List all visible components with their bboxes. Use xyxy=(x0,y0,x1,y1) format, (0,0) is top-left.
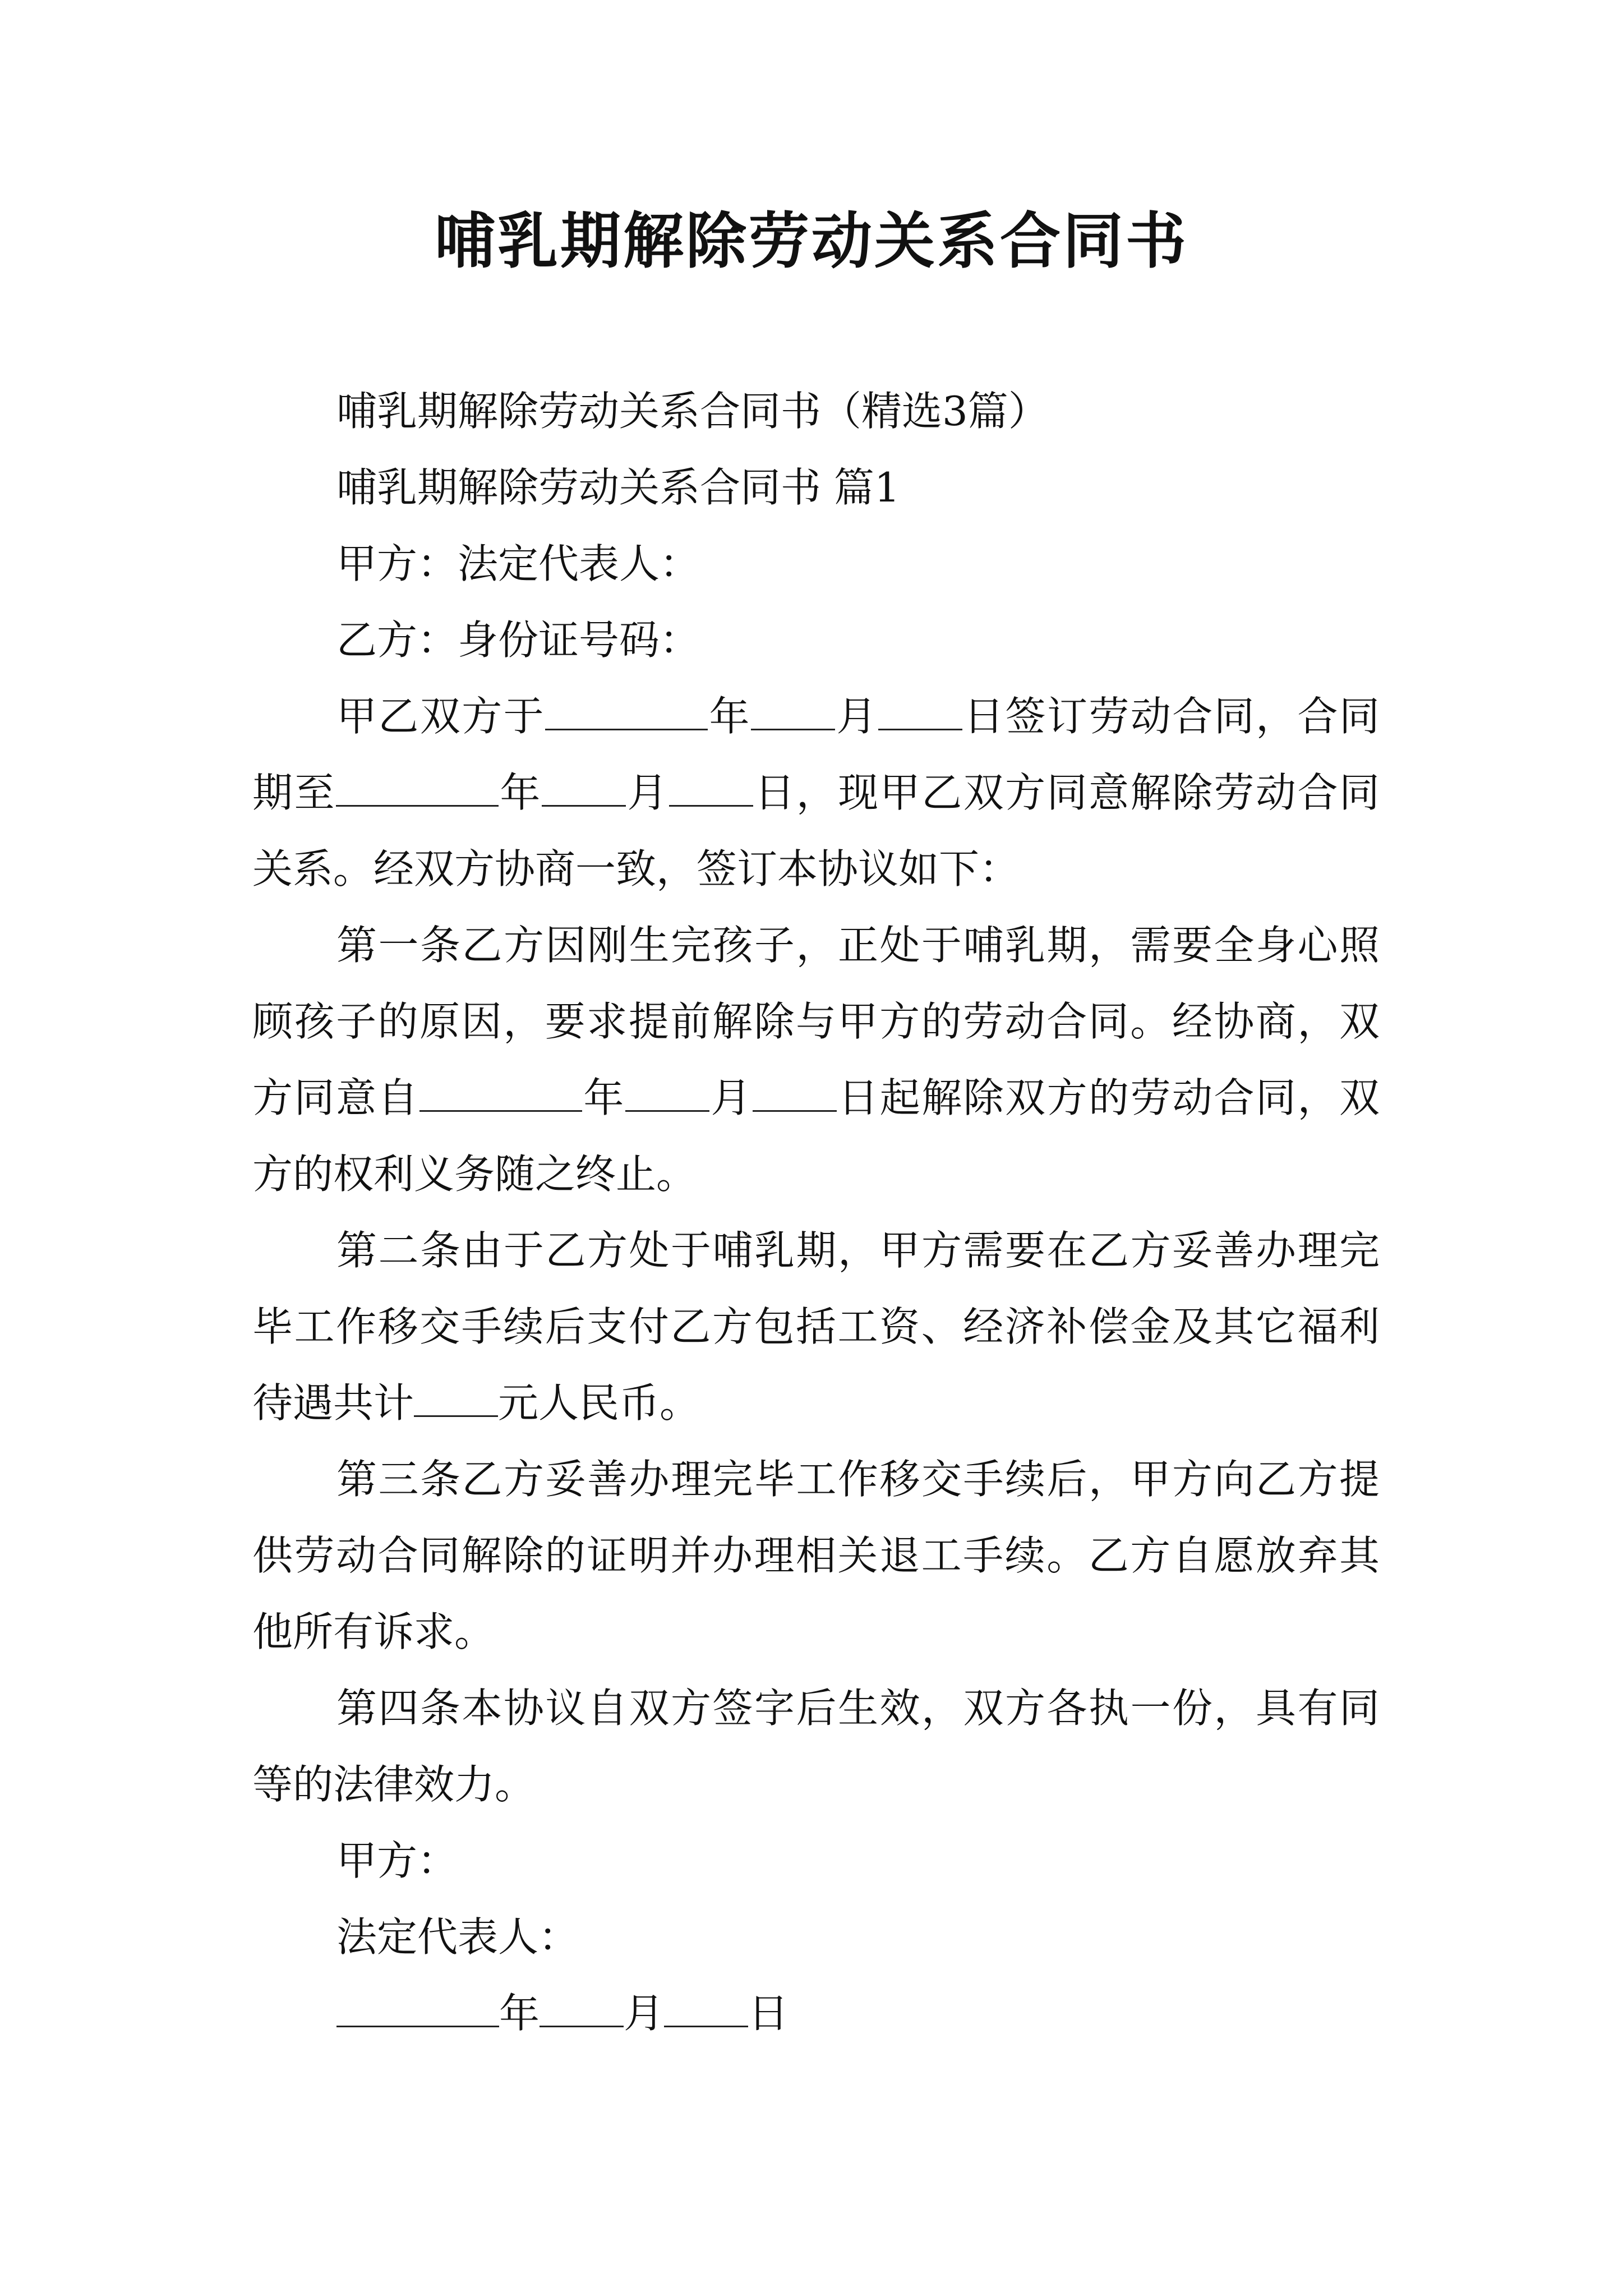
intro-text-4: 日签订劳动合同，合同期至 xyxy=(252,693,1380,816)
article-1-text-1: 第一条乙方因刚生完孩子，正处于哺乳期，需要全身心照顾孩子的原因，要求提前解除与甲方的劳动合同。经协商，双方同意自 xyxy=(252,922,1380,1121)
section-heading: 哺乳期解除劳动关系合同书 篇1 xyxy=(336,464,900,511)
article-2-text-2: 元人民币。 xyxy=(498,1379,700,1427)
signature-party-a: 甲方： xyxy=(336,1837,458,1884)
article-1-text-2: 年 xyxy=(582,1074,625,1121)
blank-field xyxy=(336,1989,499,2027)
blank-field xyxy=(545,692,708,730)
blank-field xyxy=(336,769,499,807)
intro-text-1: 甲乙双方于 xyxy=(336,693,546,740)
article-1 xyxy=(252,907,1380,1212)
blank-field xyxy=(878,692,962,730)
party-a-line: 甲方：法定代表人： xyxy=(336,540,700,587)
party-b-line: 乙方：身份证号码： xyxy=(336,616,700,664)
signature-day: 日 xyxy=(748,1990,789,2037)
signature-date xyxy=(252,1975,1380,2051)
document-title: 哺乳期解除劳动关系合同书 xyxy=(434,206,1188,277)
intro-text-7: 日，现甲乙双方同意解除劳动合同关系。经双方协商一致，签订本协议如下： xyxy=(252,769,1380,892)
article-2-text-1: 第二条由于乙方处于哺乳期，甲方需要在乙方妥善办理完毕工作移交手续后支付乙方包括工资、经济补偿金及其它福利待遇共计 xyxy=(252,1227,1380,1427)
blank-field xyxy=(625,1074,709,1112)
blank-field xyxy=(414,1379,498,1417)
article-3: 第三条乙方妥善办理完毕工作移交手续后，甲方向乙方提供劳动合同解除的证明并办理相关退工手续。乙方自愿放弃其他所有诉求。 xyxy=(252,1456,1380,1655)
article-1-text-3: 月 xyxy=(709,1074,753,1121)
document-body xyxy=(252,373,1380,2051)
article-4: 第四条本协议自双方签字后生效，双方各执一份，具有同等的法律效力。 xyxy=(252,1685,1380,1808)
blank-field xyxy=(753,1074,837,1112)
blank-field xyxy=(664,1989,748,2027)
blank-field xyxy=(751,692,835,730)
signature-year: 年 xyxy=(499,1990,540,2037)
intro-text-6: 月 xyxy=(625,769,669,816)
blank-field xyxy=(542,769,626,807)
article-1-text-4: 日起解除双方的劳动合同，双方的权利义务随之终止。 xyxy=(252,1074,1380,1198)
blank-field xyxy=(540,1989,624,2027)
signature-legal-rep: 法定代表人： xyxy=(336,1913,579,1961)
intro-paragraph xyxy=(252,678,1380,907)
blank-field xyxy=(669,769,753,807)
intro-text-3: 月 xyxy=(834,693,878,740)
blank-field xyxy=(419,1074,582,1112)
document-subtitle: 哺乳期解除劳动关系合同书（精选3篇） xyxy=(336,388,1049,435)
intro-text-5: 年 xyxy=(498,769,542,816)
article-2 xyxy=(252,1212,1380,1441)
signature-month: 月 xyxy=(624,1990,665,2037)
intro-text-2: 年 xyxy=(708,693,751,740)
